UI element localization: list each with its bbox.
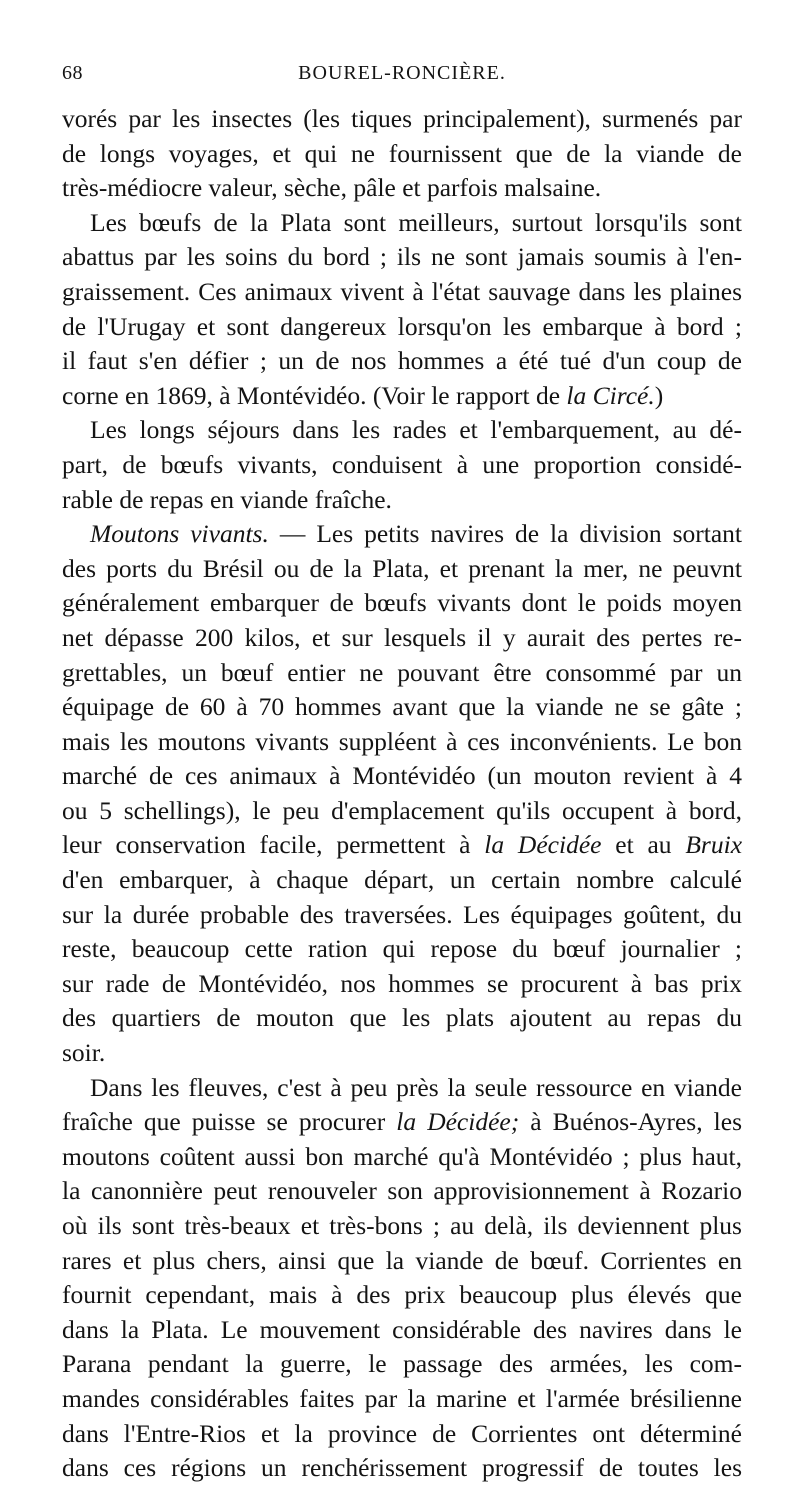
text-line xyxy=(62,1209,742,1244)
text-segment: Les longs séjours dans les rades et l'embarquement, au dé- xyxy=(90,415,742,445)
text-segment: sur la durée probable des traversées. Les équipages goûtent, du xyxy=(62,899,742,929)
text-segment: de longs voyages, et qui ne fournissent que de la viande de xyxy=(62,138,742,168)
text-line xyxy=(62,448,742,483)
text-segment: et au xyxy=(601,830,686,860)
italic-text-segment: la Décidée xyxy=(484,830,602,860)
text-line xyxy=(62,1105,742,1140)
text-line xyxy=(62,1278,742,1313)
text-segment: corne en 1869, à Montévidéo. (Voir le rapport de xyxy=(62,380,567,410)
text-segment: graissement. Ces animaux vivent à l'état sauvage dans les plaines xyxy=(62,276,742,306)
text-line xyxy=(62,552,742,587)
text-segment: marché de ces animaux à Montévidéo (un mouton revient à 4 xyxy=(62,761,742,791)
text-line xyxy=(62,863,742,898)
text-segment: des quartiers de mouton que les plats ajoutent au repas du xyxy=(62,1003,742,1033)
text-segment: équipage de 60 à 70 hommes avant que la viande ne se gâte ; xyxy=(62,692,742,722)
text-segment: ) xyxy=(654,380,664,410)
text-line xyxy=(62,690,742,725)
text-line xyxy=(62,621,742,656)
text-line xyxy=(62,967,742,1002)
text-line xyxy=(62,1382,742,1417)
text-segment: de l'Urugay et sont dangereux lorsqu'on les embarque à bord ; xyxy=(62,311,742,341)
text-segment: leur conservation facile, permettent à xyxy=(62,830,485,860)
text-line xyxy=(62,1417,742,1452)
text-line xyxy=(62,725,742,760)
text-segment: moutons coûtent aussi bon marché qu'à Montévidéo ; plus haut, xyxy=(62,1141,742,1171)
text-line xyxy=(62,1244,742,1279)
running-title: BOUREL-RONCIÈRE. xyxy=(298,62,506,84)
text-line xyxy=(62,137,742,172)
text-segment: il faut s'en défier ; un de nos hommes a été tué d'un coup de xyxy=(62,346,742,376)
text-line xyxy=(62,1001,742,1036)
text-line xyxy=(62,483,742,518)
text-segment: généralement embarquer de bœufs vivants dont le poids moyen xyxy=(62,588,742,618)
text-segment: Les bœufs de la Plata sont meilleurs, surtout lorsqu'ils sont xyxy=(90,207,742,237)
text-segment: dans ces régions un renchérissement progressif de toutes les xyxy=(62,1453,742,1483)
text-line xyxy=(62,1313,742,1348)
text-segment: ou 5 schellings), le peu d'emplacement qu'ils occupent à bord, xyxy=(62,795,742,825)
text-segment: où ils sont très-beaux et très-bons ; au delà, ils deviennent plus xyxy=(62,1211,742,1240)
text-segment: très-médiocre valeur, sèche, pâle et parfois malsaine. xyxy=(62,173,602,203)
page-number: 68 xyxy=(62,62,83,84)
text-segment: — Les petits navires de la division sortant xyxy=(268,519,742,549)
text-line xyxy=(62,413,742,448)
text-line xyxy=(62,275,742,310)
text-line xyxy=(62,240,742,275)
italic-text-segment: Moutons vivants. xyxy=(90,519,269,549)
italic-text-segment: la Décidée; xyxy=(396,1107,520,1137)
text-line xyxy=(62,310,742,345)
text-line xyxy=(62,1140,742,1175)
text-segment: sur rade de Montévidéo, nos hommes se procurent à bas prix xyxy=(62,968,742,998)
text-segment: vorés par les insectes (les tiques principalement), surmenés par xyxy=(62,104,742,133)
text-line xyxy=(62,1071,742,1106)
text-line xyxy=(62,656,742,691)
text-segment: Dans les fleuves, c'est à peu près la seule ressource en viande xyxy=(90,1072,742,1102)
text-line xyxy=(62,379,742,414)
text-segment: rable de repas en viande fraîche. xyxy=(62,484,392,514)
text-line xyxy=(62,344,742,379)
text-segment: des ports du Brésil ou de la Plata, et prenant la mer, ne peuvnt xyxy=(62,553,742,583)
text-segment: à Buénos-Ayres, les xyxy=(519,1107,742,1137)
text-line xyxy=(62,828,742,863)
text-line xyxy=(62,517,742,552)
text-segment: reste, beaucoup cette ration qui repose du bœuf journalier ; xyxy=(62,934,742,964)
text-line xyxy=(62,759,742,794)
text-segment: net dépasse 200 kilos, et sur lesquels il y aurait des pertes re- xyxy=(62,622,742,652)
text-line xyxy=(62,102,742,137)
text-segment: dans la Plata. Le mouvement considérable des navires dans le xyxy=(62,1314,742,1344)
text-segment: mandes considérables faites par la marine et l'armée brésilienne xyxy=(62,1383,742,1413)
text-segment: Parana pendant la guerre, le passage des armées, les com- xyxy=(62,1349,742,1379)
text-line xyxy=(62,171,742,206)
text-segment: mais les moutons vivants suppléent à ces inconvénients. Le bon xyxy=(62,726,742,756)
text-line xyxy=(62,1174,742,1209)
italic-text-segment: Bruix xyxy=(685,830,742,860)
text-segment: grettables, un bœuf entier ne pouvant être consommé par un xyxy=(62,657,742,687)
body-text xyxy=(62,102,742,1486)
text-segment: rares et plus chers, ainsi que la viande de bœuf. Corrientes en xyxy=(62,1245,742,1275)
text-segment: fraîche que puisse se procurer xyxy=(62,1107,397,1137)
text-line xyxy=(62,1347,742,1382)
text-segment: fournit cependant, mais à des prix beaucoup plus élevés que xyxy=(62,1280,742,1310)
text-line xyxy=(62,1036,742,1071)
text-segment: la canonnière peut renouveler son approvisionnement à Rozario xyxy=(62,1176,742,1206)
italic-text-segment: la Circé. xyxy=(566,380,655,410)
text-segment: soir. xyxy=(62,1038,106,1068)
text-segment: d'en embarquer, à chaque départ, un certain nombre calculé xyxy=(62,865,742,895)
text-segment: abattus par les soins du bord ; ils ne sont jamais soumis à l'en- xyxy=(62,242,742,272)
text-segment: part, de bœufs vivants, conduisent à une proportion considé- xyxy=(62,449,742,479)
text-line xyxy=(62,898,742,933)
text-segment: dans l'Entre-Rios et la province de Corrientes ont déterminé xyxy=(62,1418,742,1448)
text-line xyxy=(62,1451,742,1486)
running-head xyxy=(62,62,742,92)
text-line xyxy=(62,794,742,829)
text-line xyxy=(62,206,742,241)
text-line xyxy=(62,586,742,621)
text-line xyxy=(62,932,742,967)
